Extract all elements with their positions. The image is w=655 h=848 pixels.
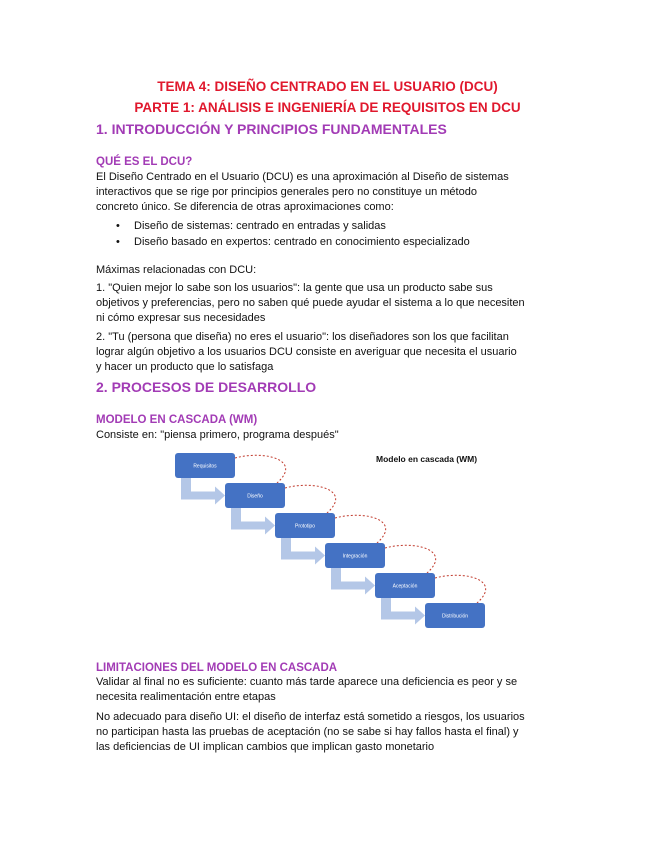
list-item: • Diseño basado en expertos: centrado en conocimiento especializado	[96, 234, 566, 250]
text-line: Validar al final no es suficiente: cuanto más tarde aparece una deficiencia es peor y se	[96, 676, 518, 688]
step-label: Distribución	[441, 613, 469, 620]
step-label: Aceptación	[392, 583, 418, 590]
limitation-1-paragraph	[96, 675, 566, 705]
document-title: TEMA 4: DISEÑO CENTRADO EN EL USUARIO (DCU)	[157, 79, 498, 94]
waterfall-diagram	[160, 445, 520, 637]
waterfall-heading: MODELO EN CASCADA (WM)	[96, 414, 258, 426]
feedback-arc	[235, 455, 286, 483]
what-is-dcu-heading: QUÉ ES EL DCU?	[96, 156, 193, 168]
text-line: no participan hasta las pruebas de aceptación (no se sabe si hay fallos hasta el final) y	[96, 726, 519, 738]
text-line: interactivos que se rige por principios generales pero no constituye un método	[96, 186, 477, 198]
document-subtitle: PARTE 1: ANÁLISIS E INGENIERÍA DE REQUISITOS EN DCU	[134, 100, 521, 115]
dcu-intro-paragraph	[96, 170, 566, 215]
flow-arrow	[231, 508, 275, 535]
section-2-heading: 2. PROCESOS DE DESARROLLO	[96, 379, 317, 395]
list-item: • Diseño de sistemas: centrado en entradas y salidas	[96, 218, 566, 234]
section-1-heading: 1. INTRODUCCIÓN Y PRINCIPIOS FUNDAMENTALES	[96, 121, 447, 137]
maxima-2-paragraph	[96, 330, 566, 375]
feedback-arc	[335, 515, 386, 543]
maximas-label: Máximas relacionadas con DCU:	[96, 264, 257, 276]
flow-arrow	[381, 598, 425, 625]
text-line: objetivos y preferencias, pero no saben qué puede ayudar el sistema a lo que necesiten	[96, 297, 525, 309]
limitation-2-paragraph	[96, 710, 566, 755]
step-label: Requisitos	[193, 463, 217, 470]
text-line: y hacer un producto que lo satisfaga	[96, 361, 274, 373]
step-label: Prototipo	[294, 523, 316, 530]
text-line: las deficiencias de UI implican cambios que implican gasto monetario	[96, 741, 435, 753]
text-line: 2. "Tu (persona que diseña) no eres el usuario": los diseñadores son los que facilitan	[96, 331, 509, 343]
step-label: Diseño	[247, 493, 263, 500]
limitations-heading: LIMITACIONES DEL MODELO EN CASCADA	[96, 662, 338, 674]
text-line: 1. "Quien mejor lo sabe son los usuarios": la gente que usa un producto sabe sus	[96, 282, 493, 294]
feedback-arc	[435, 575, 486, 603]
text-line: No adecuado para diseño UI: el diseño de interfaz está sometido a riesgos, los usuarios	[96, 711, 525, 723]
diagram-title: Modelo en cascada (WM)	[376, 454, 478, 464]
feedback-arc	[285, 485, 336, 513]
feedback-arc	[385, 545, 436, 573]
text-line: concreto único. Se diferencia de otras aproximaciones como:	[96, 201, 394, 213]
flow-arrow	[181, 478, 225, 505]
text-line: El Diseño Centrado en el Usuario (DCU) es una aproximación al Diseño de sistemas	[96, 171, 509, 183]
flow-arrow	[281, 538, 325, 565]
approaches-list	[96, 218, 566, 250]
text-line: necesita realimentación entre etapas	[96, 691, 276, 703]
text-line: ni cómo expresar sus necesidades	[96, 312, 266, 324]
waterfall-intro: Consiste en: "piensa primero, programa después"	[96, 429, 339, 441]
step-label: Integración	[342, 553, 368, 560]
text-line: lograr algún objetivo a los usuarios DCU consiste en averiguar que necesita el usuario	[96, 346, 517, 358]
flow-arrow	[331, 568, 375, 595]
maxima-1-paragraph	[96, 281, 566, 326]
